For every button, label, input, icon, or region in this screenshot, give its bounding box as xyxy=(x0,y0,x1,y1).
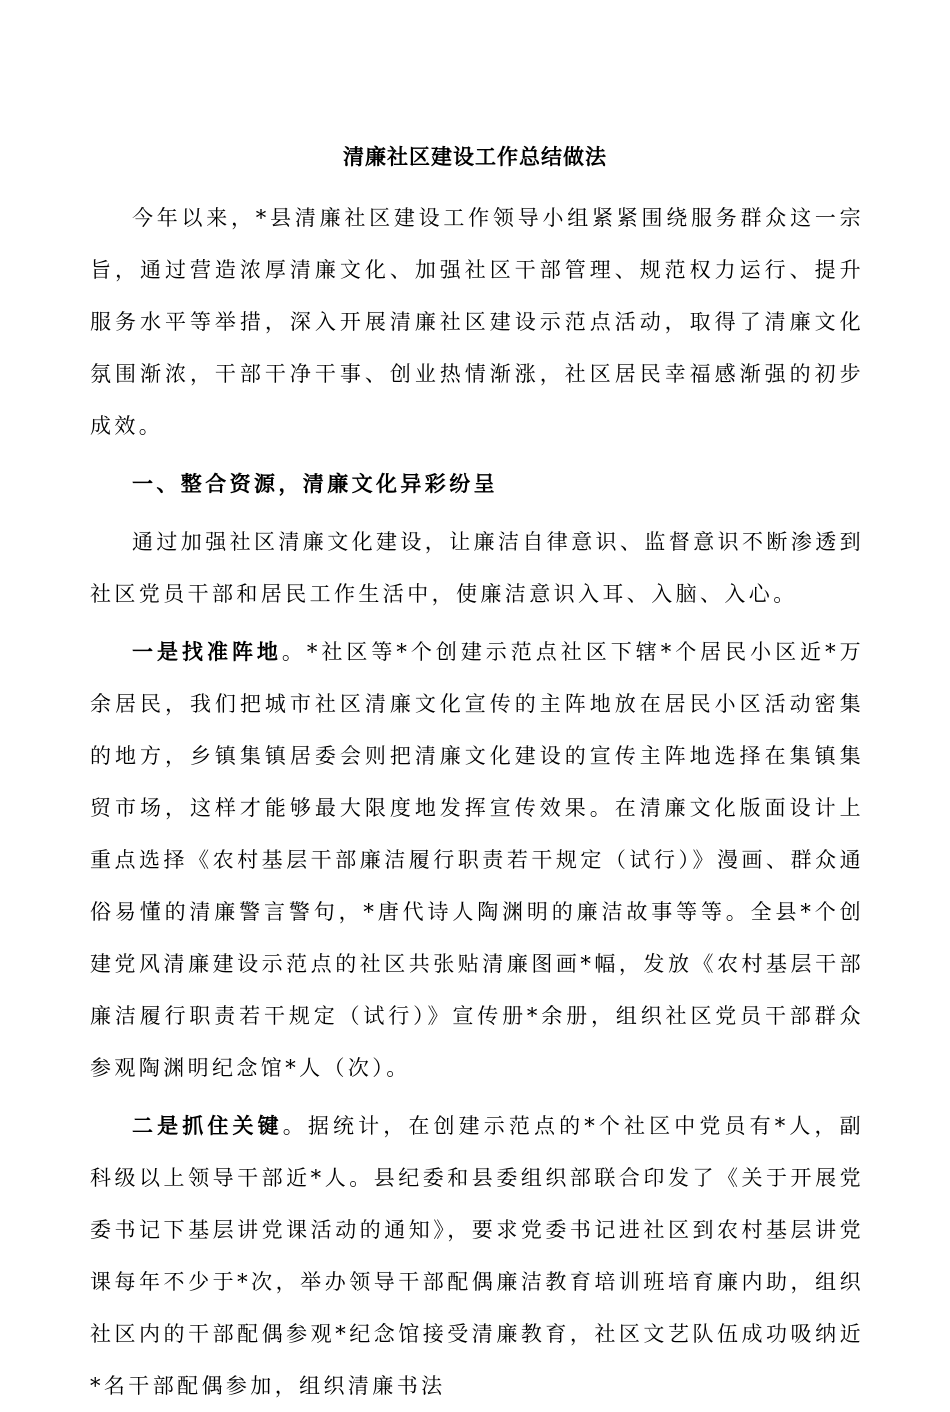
intro-paragraph: 今年以来，*县清廉社区建设工作领导小组紧紧围绕服务群众这一宗旨，通过营造浓厚清廉文化、加强社区干部管理、规范权力运行、提升服务水平等举措，深入开展清廉社区建设示范点活动，取得了清廉文化氛围渐浓，干部干净干事、创业热情渐涨，社区居民幸福感渐强的初步成效。 xyxy=(90,206,864,438)
document-title: 清廉社区建设工作总结做法 xyxy=(343,145,607,169)
point-two-paragraph xyxy=(90,1100,864,1412)
point-two-lead: 二是抓住关键 xyxy=(132,1114,283,1138)
point-one-lead: 一是找准阵地 xyxy=(132,640,282,664)
section-heading: 一、整合资源，清廉文化异彩纷呈 xyxy=(132,472,498,496)
section-intro-paragraph: 通过加强社区清廉文化建设，让廉洁自律意识、监督意识不断渗透到社区党员干部和居民工作生活中，使廉洁意识入耳、入脑、入心。 xyxy=(90,530,864,606)
document-body xyxy=(90,192,864,1412)
point-one-text: 。*社区等*个创建示范点社区下辖*个居民小区近*万余居民，我们把城市社区清廉文化宣传的主阵地放在居民小区活动密集的地方，乡镇集镇居委会则把清廉文化建设的宣传主阵地选择在集镇集贸市场，这样才能够最大限度地发挥宣传效果。在清廉文化版面设计上重点选择《农村基层干部廉洁履行职责若干规定（试行）》漫画、群众通俗易懂的清廉警言警句，*唐代诗人陶渊明的廉洁故事等等。全县*个创建党风清廉建设示范点的社区共张贴清廉图画*幅，发放《农村基层干部廉洁履行职责若干规定（试行）》宣传册*余册，组织社区党员干部群众参观陶渊明纪念馆*人（次）。 xyxy=(90,640,864,1080)
point-one-paragraph xyxy=(90,626,864,1094)
point-two-text: 。据统计，在创建示范点的*个社区中党员有*人，副科级以上领导干部近*人。县纪委和县委组织部联合印发了《关于开展党委书记下基层讲党课活动的通知》，要求党委书记进社区到农村基层讲党课每年不少于*次，举办领导干部配偶廉洁教育培训班培育廉内助，组织社区内的干部配偶参观*纪念馆接受清廉教育，社区文艺队伍成功吸纳近*名干部配偶参加，组织清廉书法 xyxy=(90,1114,864,1398)
